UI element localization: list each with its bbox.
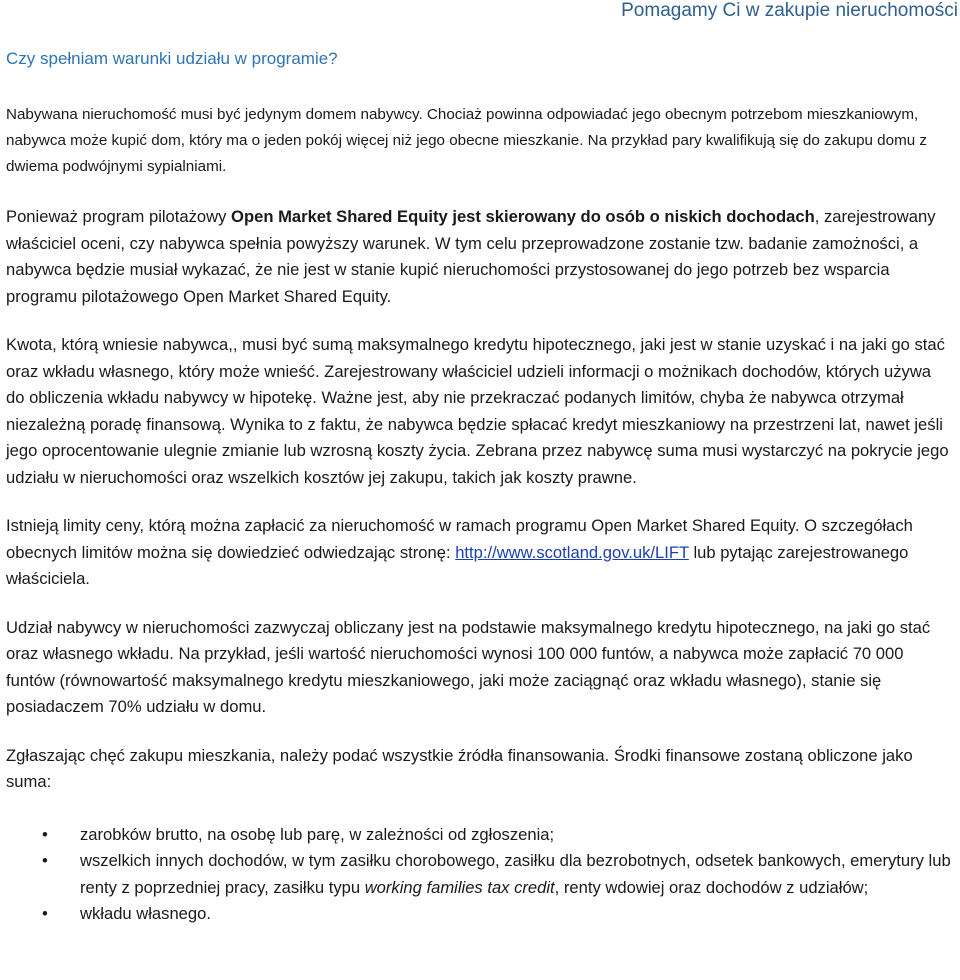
- p2-bold-text: Open Market Shared Equity jest skierowany do osób o niskich dochodach: [231, 207, 815, 226]
- paragraph-low-income: [6, 204, 952, 310]
- section-title: Czy spełniam warunki udziału w programie?: [6, 49, 338, 68]
- lift-link[interactable]: http://www.scotland.gov.uk/LIFT: [455, 542, 689, 562]
- header-tagline: Pomagamy Ci w zakupie nieruchomości: [621, 0, 958, 21]
- list-item: [6, 901, 952, 928]
- list-item-text-before: wszelkich innych dochodów, w tym zasiłku chorobowego, zasiłku dla bezrobotnych, odsetek bankowych, emerytury lub renty z poprzedniej pracy, zasiłku typu: [80, 851, 951, 897]
- bullet-icon: •: [42, 851, 48, 870]
- bullet-icon: •: [42, 904, 48, 923]
- paragraph-price-limits: [6, 513, 952, 593]
- paragraph-contribution: Kwota, którą wniesie nabywca,, musi być sumą maksymalnego kredytu hipotecznego, jaki jest w stanie uzyskać i na jaki go stać oraz wkładu własnego, który może wnieść. Zarejestrowany właściciel udzieli informacji o możnikach dochodów, których używa do obliczenia wkładu nabywcy w hipotekę. Ważne jest, aby nie przekraczać podanych limitów, chyba że nabywca otrzymał niezależną poradę finansową. Wynika to z faktu, że nabywca będzie spłacać kredyt mieszkaniowy na przestrzeni lat, nawet jeśli jego oprocentowanie ulegnie zmianie lub wzrosną koszty życia. Zebrana przez nabywcę suma musi wystarczyć na pokrycie jego udziału w nieruchomości oraz wszelkich kosztów jej zakupu, takich jak koszty prawne.: [6, 335, 949, 487]
- p4-text-after: lub pytając zarejestrowanego właściciela.: [6, 542, 909, 588]
- funding-list: [6, 822, 952, 928]
- paragraph-funding-sources: Zgłaszając chęć zakupu mieszkania, należy podać wszystkie źródła finansowania. Środki finansowe zostaną obliczone jako suma:: [6, 745, 913, 791]
- bullet-icon: •: [42, 824, 48, 844]
- list-item-italic: working families tax credit: [364, 877, 555, 897]
- list-item-text: wkładu własnego.: [80, 904, 211, 923]
- list-item-text: zarobków brutto, na osobę lub parę, w zależności od zgłoszenia;: [80, 824, 555, 844]
- p2-text-before: Ponieważ program pilotażowy: [6, 207, 232, 226]
- paragraph-share-example: Udział nabywcy w nieruchomości zazwyczaj obliczany jest na podstawie maksymalnego kredytu hipotecznego, na jaki go stać oraz własnego wkładu. Na przykład, jeśli wartość nieruchomości wynosi 100 000 funtów, a nabywca może zapłacić 70 000 funtów (równowartość maksymalnego kredytu mieszkaniowego, jaki może zaciągnąć oraz wkładu własnego), stanie się posiadaczem 70% udziału w domu.: [6, 617, 931, 716]
- list-item: [6, 822, 952, 849]
- list-item: [6, 848, 952, 901]
- paragraph-eligibility: Nabywana nieruchomość musi być jedynym domem nabywcy. Chociaż powinna odpowiadać jego obecnym potrzebom mieszkaniowym, nabywca może kupić dom, który ma o jeden pokój więcej niż jego obecne mieszkanie. Na przykład pary kwalifikują się do zakupu domu z dwiema podwójnymi sypialniami.: [6, 106, 927, 175]
- document-body: [6, 46, 952, 928]
- p2-text-after: , zarejestrowany właściciel oceni, czy nabywca spełnia powyższy warunek. W tym celu przeprowadzone zostanie tzw. badanie zamożności, a nabywca będzie musiał wykazać, że nie jest w stanie kupić nieruchomości przystosowanej do jego potrzeb bez wsparcia programu pilotażowego Open Market Shared Equity.: [6, 207, 936, 306]
- p4-text-before: Istnieją limity ceny, którą można zapłacić za nieruchomość w ramach programu Open Market Shared Equity. O szczegółach obecnych limitów można się dowiedzieć odwiedzając stronę:: [6, 516, 913, 562]
- list-item-text-after: , renty wdowiej oraz dochodów z udziałów;: [554, 877, 869, 897]
